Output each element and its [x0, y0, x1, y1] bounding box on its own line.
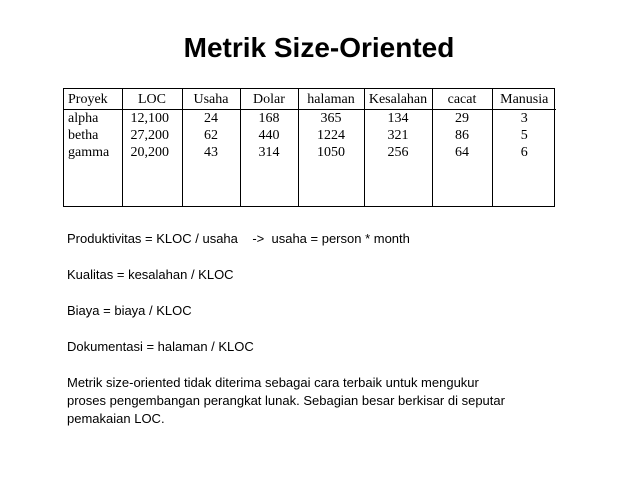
table-cell: 64: [455, 145, 469, 160]
table-cell: 5: [520, 128, 528, 143]
table-cell: 3: [520, 111, 528, 126]
header-manusia: Manusia: [492, 89, 556, 110]
column-dolar: [240, 110, 298, 207]
table-cell: 314: [258, 145, 280, 160]
table-cell: 43: [204, 145, 218, 160]
formula-documentation: Dokumentasi = halaman / KLOC: [67, 339, 254, 354]
column-usaha: [182, 110, 240, 207]
table-cell: 168: [258, 111, 280, 126]
header-cacat: cacat: [432, 89, 492, 110]
table-cell: 321: [387, 128, 409, 143]
table-cell: alpha: [68, 111, 99, 126]
table-cell: 256: [387, 145, 409, 160]
table-cell: 440: [258, 128, 280, 143]
table-cell: 86: [455, 128, 469, 143]
formula-quality: Kualitas = kesalahan / KLOC: [67, 267, 234, 282]
header-proyek: Proyek: [64, 89, 122, 110]
header-usaha: Usaha: [182, 89, 240, 110]
column-manusia: [492, 110, 556, 207]
table-cell: betha: [68, 128, 99, 143]
table-cell: gamma: [68, 145, 110, 160]
column-kesalahan: [364, 110, 432, 207]
table-cell: 1050: [317, 145, 345, 160]
column-cacat: [432, 110, 492, 207]
formula-productivity: Produktivitas = KLOC / usaha -> usaha = person * month: [67, 231, 410, 246]
note-paragraph: Metrik size-oriented tidak diterima sebagai cara terbaik untuk mengukur proses pengembangan perangkat lunak. Sebagian besar berkisar di seputar pemakaian LOC.: [67, 375, 505, 426]
table-cell: 24: [204, 111, 218, 126]
metrics-table-container: [63, 88, 555, 207]
metrics-table: [64, 89, 556, 206]
column-halaman: [298, 110, 364, 207]
table-cell: 27,200: [130, 128, 169, 143]
formula-cost: Biaya = biaya / KLOC: [67, 303, 192, 318]
header-dolar: Dolar: [240, 89, 298, 110]
slide-body: [67, 230, 507, 428]
table-cell: 12,100: [130, 111, 169, 126]
table-cell: 1224: [317, 128, 345, 143]
column-loc: [122, 110, 182, 207]
header-loc: LOC: [122, 89, 182, 110]
header-halaman: halaman: [298, 89, 364, 110]
table-body: [64, 110, 556, 207]
table-cell: 29: [455, 111, 469, 126]
slide-title: Metrik Size-Oriented: [183, 32, 455, 63]
header-kesalahan: Kesalahan: [364, 89, 432, 110]
table-cell: 134: [387, 111, 409, 126]
table-header-row: [64, 89, 556, 110]
table-cell: 20,200: [130, 145, 169, 160]
table-cell: 62: [204, 128, 218, 143]
table-cell: 365: [320, 111, 342, 126]
column-proyek: [64, 110, 122, 207]
table-cell: 6: [520, 145, 528, 160]
